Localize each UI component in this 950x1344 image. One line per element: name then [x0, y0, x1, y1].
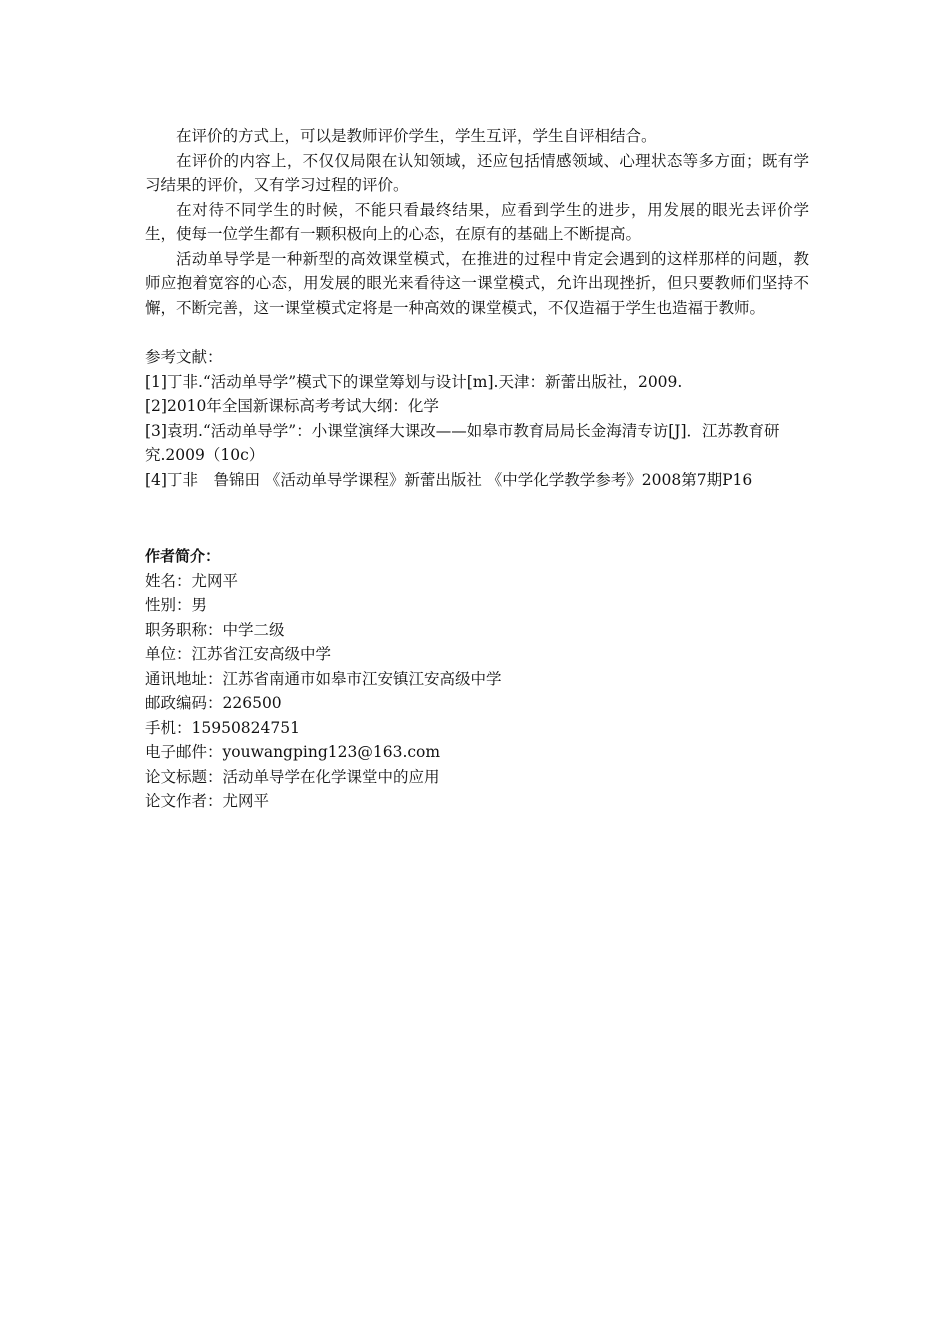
author-bio-section [145, 544, 809, 814]
paragraph-conclusion: 活动单导学是一种新型的高效课堂模式，在推进的过程中肯定会遇到的这样那样的问题，教师应抱着宽容的心态，用发展的眼光来看待这一课堂模式，允许出现挫折，但只要教师们坚持不懈，不断完善，这一课堂模式定将是一种高效的课堂模式，不仅造福于学生也造福于教师。 [145, 249, 809, 317]
spacer [145, 320, 809, 345]
reference-item-3: [3]袁玥.“活动单导学”：小课堂演绎大课改——如皋市教育局局长金海清专访[J]．江苏教育研究.2009（10c） [145, 421, 780, 464]
author-unit: 单位：江苏省江安高级中学 [145, 645, 332, 663]
author-rank: 职务职称：中学二级 [145, 620, 285, 639]
author-email: 电子邮件：youwangping123@163.com [145, 743, 441, 761]
reference-item-2: [2]2010年全国新课标高考考试大纲：化学 [145, 397, 439, 415]
reference-item-1: [1]丁非.“活动单导学”模式下的课堂筹划与设计[m].天津：新蕾出版社，2009. [145, 372, 683, 391]
author-gender: 性别：男 [145, 596, 208, 614]
paper-title: 论文标题：活动单导学在化学课堂中的应用 [145, 767, 440, 786]
references-section [145, 345, 809, 492]
reference-item-4: [4]丁非 鲁锦田 《活动单导学课程》新蕾出版社 《中学化学教学参考》2008第7期P16 [145, 470, 753, 489]
author-phone: 手机：15950824751 [145, 718, 300, 737]
paper-author: 论文作者：尤网平 [145, 792, 270, 810]
paragraph-student-progress: 在对待不同学生的时候，不能只看最终结果，应看到学生的进步，用发展的眼光去评价学生，使每一位学生都有一颗积极向上的心态，在原有的基础上不断提高。 [145, 200, 809, 243]
author-bio-title: 作者简介： [145, 547, 221, 565]
author-postcode: 邮政编码：226500 [145, 694, 282, 712]
author-address: 通讯地址：江苏省南通市如皋市江安镇江安高级中学 [145, 669, 502, 688]
document-page [145, 124, 809, 814]
author-name: 姓名：尤网平 [145, 571, 239, 590]
references-title: 参考文献： [145, 348, 223, 366]
paragraph-evaluation-method: 在评价的方式上，可以是教师评价学生，学生互评，学生自评相结合。 [176, 127, 657, 145]
paragraph-evaluation-content: 在评价的内容上，不仅仅局限在认知领域，还应包括情感领域、心理状态等多方面；既有学习结果的评价，又有学习过程的评价。 [145, 151, 809, 194]
spacer [145, 492, 809, 544]
